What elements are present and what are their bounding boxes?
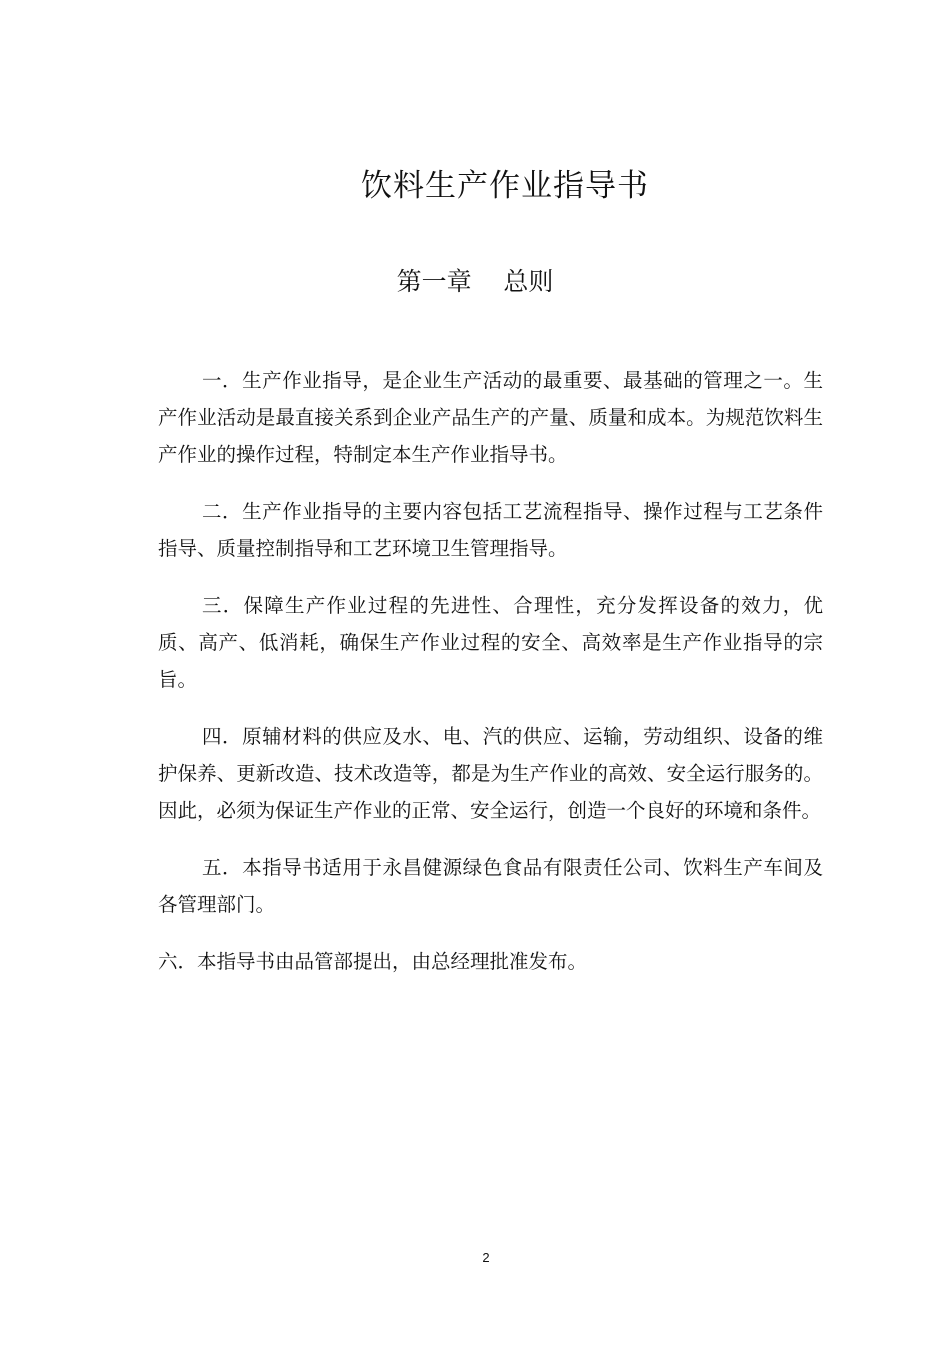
paragraph-3: 三．保障生产作业过程的先进性、合理性，充分发挥设备的效力，优质、高产、低消耗，确保生产作业过程的安全、高效率是生产作业指导的宗旨。 (158, 594, 823, 691)
chapter-title: 第一章 总则 (396, 267, 554, 296)
paragraph-2: 二．生产作业指导的主要内容包括工艺流程指导、操作过程与工艺条件指导、质量控制指导和工艺环境卫生管理指导。 (158, 500, 823, 560)
paragraph-5: 五．本指导书适用于永昌健源绿色食品有限责任公司、饮料生产车间及各管理部门。 (158, 856, 823, 916)
paragraph-4: 四．原辅材料的供应及水、电、汽的供应、运输，劳动组织、设备的维护保养、更新改造、技术改造等，都是为生产作业的高效、安全运行服务的。因此，必须为保证生产作业的正常、安全运行，创造一个良好的环境和条件。 (158, 725, 823, 822)
page-number: 2 (482, 1250, 490, 1265)
paragraph-1: 一．生产作业指导，是企业生产活动的最重要、最基础的管理之一。生产作业活动是最直接关系到企业产品生产的产量、质量和成本。为规范饮料生产作业的操作过程，特制定本生产作业指导书。 (158, 369, 823, 466)
document-title: 饮料生产作业指导书 (361, 168, 649, 204)
paragraph-6: 六．本指导书由品管部提出，由总经理批准发布。 (158, 950, 588, 973)
document-body (158, 362, 823, 1000)
